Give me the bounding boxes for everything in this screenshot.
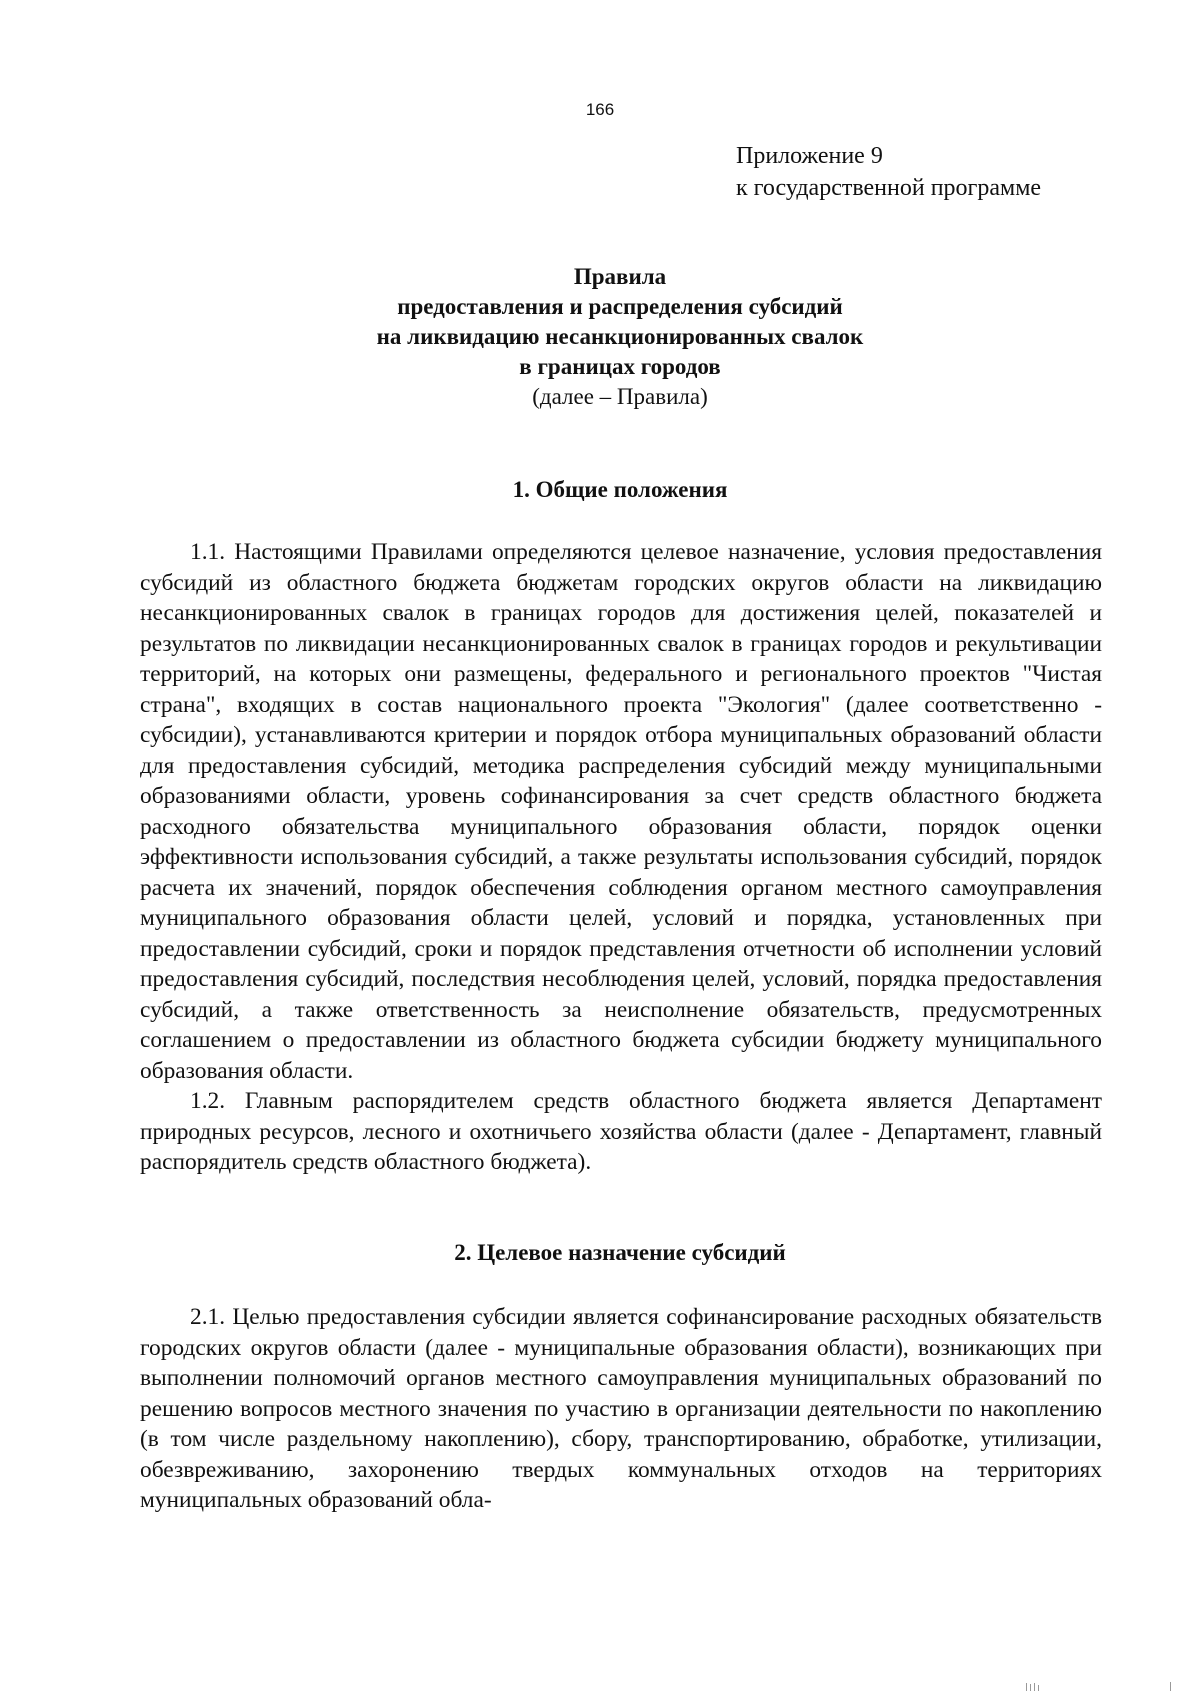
paragraph-2-1: 2.1. Целью предоставления субсидии является софинансирование расходных обязательств городских округов области (далее - муниципальные образования области), возникающих при выполнении полномочий органов местного самоуправления муниципальных образований по решению вопросов местного значения по участию в организации деятельности по накоплению (в том числе раздельному накоплению), сбору, транспортированию, обработке, утилизации, обезвреживанию, захоронению твердых коммунальных отходов на территориях муниципальных образований обла- xyxy=(140,1304,1102,1513)
section-2-body xyxy=(140,1302,1102,1516)
paragraph-1-1: 1.1. Настоящими Правилами определяются целевое назначение, условия предоставления субсидий из областного бюджета бюджетам городских округов области на ликвидацию несанкционированных свалок в границах городов для достижения целей, показателей и результатов по ликвидации несанкционированных свалок в границах городов и рекультивации территорий, на которых они размещены, федерального и регионального проектов "Чистая страна", входящих в состав национального проекта "Экология" (далее соответственно - субсидии), устанавливаются критерии и порядок отбора муниципальных образований области для предоставления субсидий, методика распределения субсидий между муниципальными образованиями области, уровень софинансирования за счет средств областного бюджета расходного обязательства муниципального образования области, порядок оценки эффективности использования субсидий, а также результаты использования субсидий, порядок расчета их значений, порядок обеспечения соблюдения органом местного самоуправления муниципального образования области целей, условий и порядка, установленных при предоставлении субсидий, сроки и порядок представления отчетности об исполнении условий предоставления субсидий, последствия несоблюдения целей, условий, порядка предоставления субсидий, а также ответственность за неисполнение обязательств, предусмотренных соглашением о предоставлении из областного бюджета субсидии бюджету муниципального образования области. xyxy=(140,539,1102,1084)
title-line-4: в границах городов xyxy=(519,354,721,379)
paragraph-1-2: 1.2. Главным распорядителем средств областного бюджета является Департамент природных ресурсов, лесного и охотничьего хозяйства области (далее - Департамент, главный распорядитель средств областного бюджета). xyxy=(140,1088,1102,1175)
title-line-2: предоставления и распределения субсидий xyxy=(397,294,843,319)
scan-artifact xyxy=(1020,1681,1180,1691)
title-line-3: на ликвидацию несанкционированных свалок xyxy=(376,324,864,349)
section-2-heading: 2. Целевое назначение субсидий xyxy=(454,1240,786,1265)
title-line-5: (далее – Правила) xyxy=(532,384,708,409)
page-number: 166 xyxy=(585,100,615,119)
appendix-line-1: Приложение 9 xyxy=(736,143,883,169)
section-1-heading: 1. Общие положения xyxy=(512,477,728,502)
section-1-body xyxy=(140,537,1102,1178)
document-title xyxy=(140,262,1100,412)
appendix-reference xyxy=(736,140,1041,204)
title-line-1: Правила xyxy=(573,264,667,289)
appendix-line-2: к государственной программе xyxy=(736,175,1042,201)
